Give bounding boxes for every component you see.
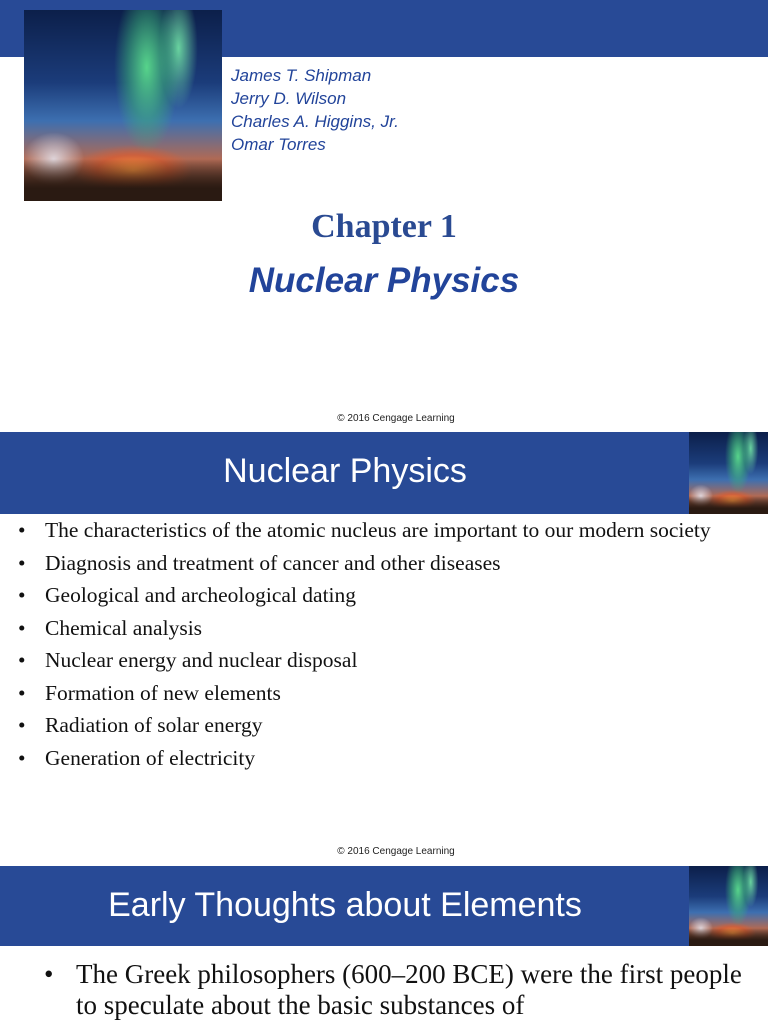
chapter-subtitle: Nuclear Physics	[248, 261, 520, 300]
bullet-list	[44, 959, 768, 1021]
author-name: James T. Shipman	[231, 66, 372, 85]
bullet-list	[18, 517, 718, 777]
author-name: Charles A. Higgins, Jr.	[231, 112, 399, 131]
bullet-item: • Formation of new elements	[18, 680, 718, 706]
bullet-item: • Radiation of solar energy	[18, 712, 718, 738]
bullet-item: • The characteristics of the atomic nucleus are important to our modern society	[18, 517, 718, 543]
bullet-item: • Geological and archeological dating	[18, 582, 718, 608]
bullet-item: • Chemical analysis	[18, 615, 718, 641]
slide-title: Early Thoughts about Elements	[108, 886, 582, 924]
aurora-thumbnail-image	[689, 432, 768, 514]
aurora-cover-image	[24, 10, 222, 201]
author-name: Omar Torres	[231, 135, 326, 154]
copyright-notice: © 2016 Cengage Learning	[337, 846, 455, 857]
author-name: Jerry D. Wilson	[231, 89, 347, 108]
copyright-notice: © 2016 Cengage Learning	[337, 413, 455, 424]
bullet-item: • Generation of electricity	[18, 745, 718, 771]
aurora-thumbnail-image	[689, 866, 768, 946]
bullet-item: • Diagnosis and treatment of cancer and other diseases	[18, 550, 718, 576]
author-list	[231, 64, 399, 156]
bullet-item: • Nuclear energy and nuclear disposal	[18, 647, 718, 673]
bullet-item: • The Greek philosophers (600–200 BCE) were the first people to speculate about the basic substances of	[44, 959, 768, 1021]
chapter-heading: Chapter 1	[311, 208, 457, 245]
slide-title: Nuclear Physics	[223, 452, 467, 490]
